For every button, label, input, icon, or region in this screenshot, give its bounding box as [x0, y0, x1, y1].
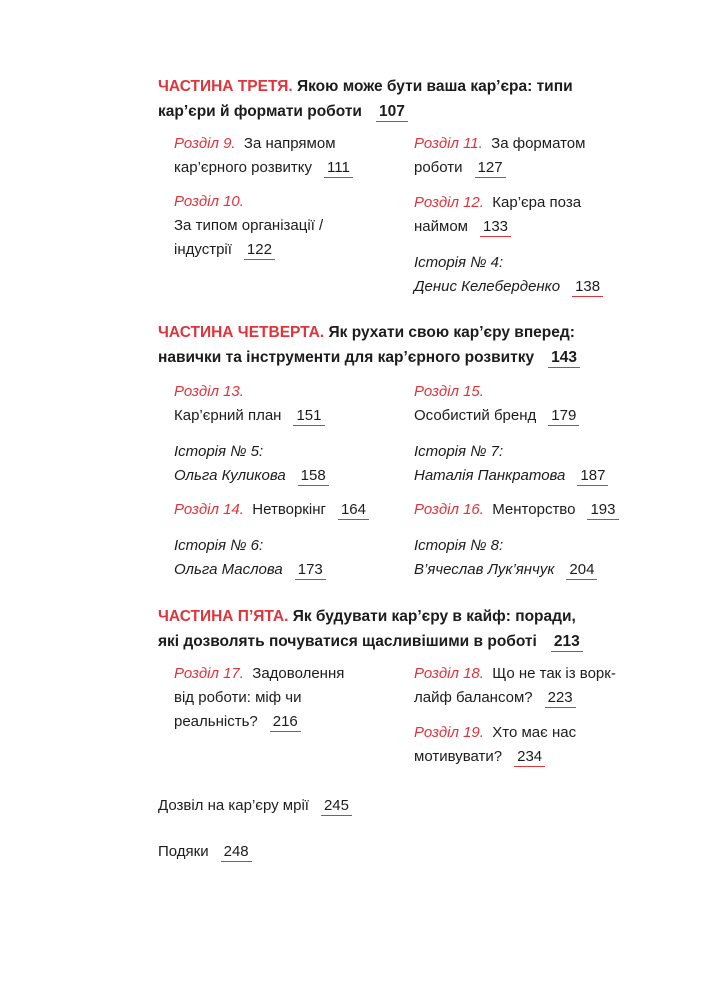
part4-heading-line2 — [158, 345, 580, 371]
part3-title-line2: кар’єри й формати роботи — [158, 103, 362, 120]
story4-label: Історія № 4: — [414, 254, 504, 271]
ch10-entry[interactable] — [174, 190, 323, 262]
story6-name: Ольга Маслова — [174, 561, 283, 578]
part5-page[interactable]: 213 — [551, 633, 583, 652]
ch18-entry[interactable] — [414, 662, 616, 710]
ch12-title1: Кар’єра поза — [492, 194, 582, 211]
story7-name: Наталія Панкратова — [414, 467, 566, 484]
extra-dozvil-title: Дозвіл на кар’єру мрії — [158, 797, 309, 814]
ch9-entry[interactable] — [174, 132, 353, 180]
ch17-page[interactable]: 216 — [270, 713, 301, 732]
ch11-title1: За форматом — [491, 135, 586, 152]
ch19-entry[interactable] — [414, 721, 576, 769]
ch19-title2: мотивувати? — [414, 748, 503, 765]
ch17-title3: реальність? — [174, 713, 258, 730]
ch12-page[interactable]: 133 — [480, 218, 511, 237]
part4-label: ЧАСТИНА ЧЕТВЕРТА. — [158, 324, 325, 341]
part3-title-line1: Якою може бути ваша кар’єра: типи — [296, 78, 573, 95]
ch19-label: Розділ 19. — [414, 724, 484, 741]
ch14-label: Розділ 14. — [174, 501, 244, 518]
part4-page[interactable]: 143 — [548, 349, 580, 368]
ch13-label: Розділ 13. — [174, 383, 244, 400]
story4-entry[interactable] — [414, 251, 603, 299]
ch16-title: Менторство — [492, 501, 576, 518]
ch9-title1: За напрямом — [243, 135, 336, 152]
ch9-label: Розділ 9. — [174, 135, 236, 152]
part4-heading-line1 — [158, 320, 575, 346]
ch19-title1: Хто має нас — [492, 724, 577, 741]
ch11-entry[interactable] — [414, 132, 585, 180]
ch16-page[interactable]: 193 — [587, 501, 618, 520]
ch10-title2: індустрії — [174, 241, 232, 258]
extra-podyaky-page[interactable]: 248 — [221, 843, 252, 862]
ch18-page[interactable]: 223 — [545, 689, 576, 708]
story4-page[interactable]: 138 — [572, 278, 603, 297]
story5-entry[interactable] — [174, 440, 329, 488]
ch17-title2: від роботи: міф чи — [174, 689, 302, 706]
ch17-label: Розділ 17. — [174, 665, 244, 682]
ch16-entry[interactable] — [414, 498, 619, 522]
part5-label: ЧАСТИНА П’ЯТА. — [158, 608, 289, 625]
story8-label: Історія № 8: — [414, 537, 504, 554]
part3-heading-line2 — [158, 99, 408, 125]
ch18-label: Розділ 18. — [414, 665, 484, 682]
story8-page[interactable]: 204 — [566, 561, 597, 580]
ch10-title1: За типом організації / — [174, 217, 324, 234]
part5-title-line2: які дозволять почуватися щасливішими в роботі — [158, 633, 537, 650]
ch10-page[interactable]: 122 — [244, 241, 275, 260]
ch13-title: Кар’єрний план — [174, 407, 282, 424]
ch19-page[interactable]: 234 — [514, 748, 545, 767]
ch13-entry[interactable] — [174, 380, 325, 428]
ch12-entry[interactable] — [414, 191, 581, 239]
story7-page[interactable]: 187 — [577, 467, 608, 486]
part3-page[interactable]: 107 — [376, 103, 408, 122]
story7-entry[interactable] — [414, 440, 608, 488]
story6-entry[interactable] — [174, 534, 326, 582]
story6-page[interactable]: 173 — [295, 561, 326, 580]
ch17-entry[interactable] — [174, 662, 344, 734]
extra-dozvil-entry[interactable] — [158, 794, 352, 818]
story6-label: Історія № 6: — [174, 537, 264, 554]
part4-title-line2: навички та інструменти для кар’єрного розвитку — [158, 349, 535, 366]
ch10-label: Розділ 10. — [174, 193, 244, 210]
story5-page[interactable]: 158 — [298, 467, 329, 486]
part3-label: ЧАСТИНА ТРЕТЯ. — [158, 78, 293, 95]
ch11-title2: роботи — [414, 159, 463, 176]
part5-title-line1: Як будувати кар’єру в кайф: поради, — [292, 608, 576, 625]
extra-podyaky-title: Подяки — [158, 843, 209, 860]
extra-dozvil-page[interactable]: 245 — [321, 797, 352, 816]
ch11-label: Розділ 11. — [414, 135, 483, 152]
extra-podyaky-entry[interactable] — [158, 840, 252, 864]
ch14-page[interactable]: 164 — [338, 501, 369, 520]
story7-label: Історія № 7: — [414, 443, 504, 460]
ch17-title1: Задоволення — [252, 665, 345, 682]
ch15-title: Особистий бренд — [414, 407, 537, 424]
ch13-page[interactable]: 151 — [293, 407, 324, 426]
story5-label: Історія № 5: — [174, 443, 264, 460]
ch9-title2: кар’єрного розвитку — [174, 159, 313, 176]
part3-heading-line1 — [158, 74, 573, 100]
story4-name: Денис Келеберденко — [414, 278, 561, 295]
ch15-entry[interactable] — [414, 380, 579, 428]
part5-heading-line2 — [158, 629, 583, 655]
ch18-title2: лайф балансом? — [414, 689, 533, 706]
ch15-page[interactable]: 179 — [548, 407, 579, 426]
part4-title-line1: Як рухати свою кар’єру вперед: — [328, 324, 575, 341]
ch9-page[interactable]: 111 — [324, 159, 353, 178]
story8-name: В’ячеслав Лук’янчук — [414, 561, 555, 578]
ch11-page[interactable]: 127 — [475, 159, 506, 178]
story8-entry[interactable] — [414, 534, 597, 582]
part5-heading-line1 — [158, 604, 576, 630]
ch18-title1: Що не так із ворк- — [492, 665, 616, 682]
ch12-title2: наймом — [414, 218, 468, 235]
story5-name: Ольга Куликова — [174, 467, 286, 484]
ch12-label: Розділ 12. — [414, 194, 484, 211]
ch16-label: Розділ 16. — [414, 501, 484, 518]
ch15-label: Розділ 15. — [414, 383, 484, 400]
ch14-entry[interactable] — [174, 498, 369, 522]
ch14-title: Нетворкінг — [252, 501, 326, 518]
